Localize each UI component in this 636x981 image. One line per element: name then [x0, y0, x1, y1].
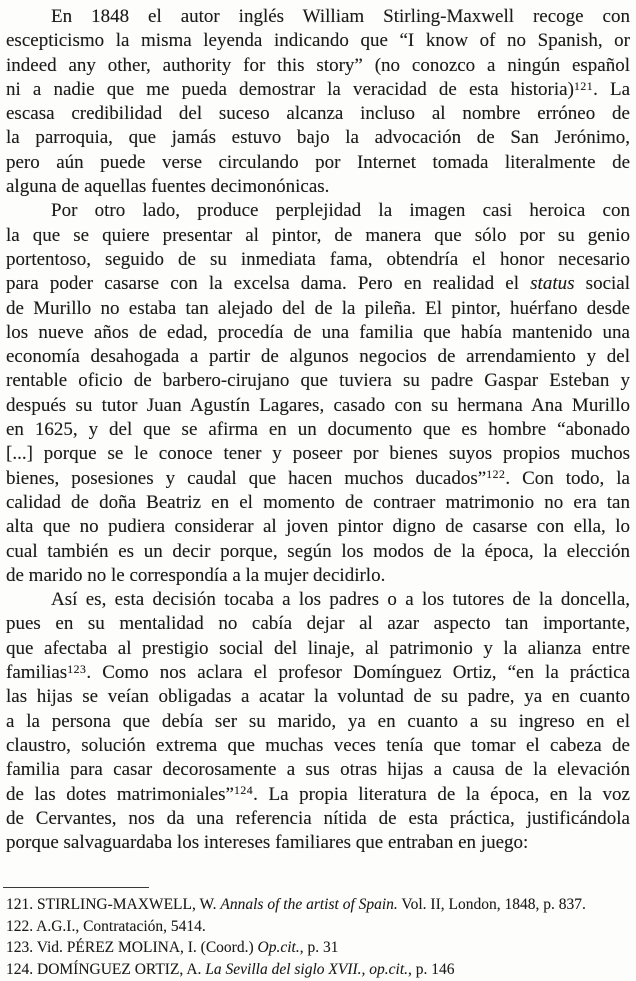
text-line: los nueve años de edad, procedía de una familia que había mantenido una: [6, 321, 630, 343]
text-segment: . Con todo, la: [505, 467, 630, 489]
text-line: la que se quiere presentar al pintor, de manera que sólo por su genio: [6, 224, 630, 246]
text-line: las hijas se veían obligadas a acatar la voluntad de su padre, ya en cuanto: [6, 686, 630, 708]
text-line: pero aún puede verse circulando por Internet tomada literalmente de: [6, 151, 630, 173]
text-line: indeed any other, authority for this story” (no conozco a ningún español: [6, 54, 630, 76]
text-line: escepticismo la misma leyenda indicando que “I know of no Spanish, or: [6, 30, 630, 52]
text-line: en 1625, y del que se afirma en un documento que es hombre “abonado: [6, 419, 630, 441]
footnotes: [6, 894, 632, 980]
text-line: de Cervantes, nos da una referencia nítida de esta práctica, justificándola: [6, 807, 630, 829]
text-line: bienes, posesiones y caudal que hacen muchos ducados”$^{122}$. Con todo, la: [6, 467, 630, 489]
text-segment: . Como nos aclara el profesor Domínguez Ortiz, “en la práctica: [86, 662, 630, 684]
text-line: economía desahogada a partir de algunos negocios de arrendamiento y del: [6, 346, 630, 368]
text-line: después su tutor Juan Agustín Lagares, casado con su hermana Ana Murillo: [6, 394, 630, 416]
text-line: En 1848 el autor inglés William Stirling-Maxwell recoge con: [51, 6, 630, 27]
text-line: de marido no le correspondía a la mujer decidirlo.: [6, 564, 386, 586]
text-line: calidad de doña Beatriz en el momento de contraer matrimonio no era tan: [6, 491, 630, 513]
body-text: [6, 5, 630, 855]
text-line: para poder casarse con la excelsa dama. Pero en realidad el status social: [6, 273, 630, 295]
italic-text: status: [530, 273, 575, 295]
footnote-separator: [3, 887, 149, 888]
text-line: portentoso, seguido de su inmediata fama, obtendría el honor necesario: [6, 248, 630, 270]
text-line: de las dotes matrimoniales”$^{124}$. La propia literatura de la época, en la voz: [6, 783, 630, 805]
paragraph-1: [6, 5, 630, 199]
italic-text: Op.cit.: [257, 939, 300, 956]
text-line: ni a nadie que me pueda demostrar la veracidad de esta historia)$^{121}$. La: [6, 78, 630, 100]
text-line: pues en su mentalidad no cabía dejar al azar aspecto tan importante,: [6, 613, 630, 635]
paragraph-3: [6, 588, 630, 855]
footnote-item-4: 124. DOMÍNGUEZ ORTIZ, A. La Sevilla del siglo XVII., op.cit., p. 146: [6, 960, 455, 978]
footnote-item-2: 122. A.G.I., Contratación, 5414.: [6, 917, 206, 935]
text-segment: social: [574, 273, 630, 295]
footnote-reference: 121: [573, 79, 594, 93]
text-line: [...] porque se le conoce tener y poseer por bienes suyos propios muchos: [6, 443, 630, 465]
paragraph-2: [6, 199, 630, 588]
text-segment: , p. 146: [408, 960, 455, 978]
text-segment: . La propia literatura de la época, en la voz: [253, 783, 630, 805]
footnote-reference: 124: [234, 784, 254, 798]
text-line: alguna de aquellas fuentes decimonónicas.: [6, 176, 330, 198]
text-line: de Murillo no estaba tan alejado del de la pileña. El pintor, huérfano desde: [6, 297, 630, 319]
text-line: alta que no pudiera considerar al joven pintor digno de casarse con ella, lo: [6, 516, 630, 538]
text-line: familias$^{123}$. Como nos aclara el profesor Domínguez Ortiz, “en la práctica: [6, 662, 630, 684]
text-line: Así es, esta decisión tocaba a los padres o a los tutores de la doncella,: [51, 589, 630, 611]
footnote-item-3: 123. Vid. PÉREZ MOLINA, I. (Coord.) Op.cit., p. 31: [6, 939, 339, 956]
text-line: porque salvaguardaba los intereses familiares que entraban en juego:: [6, 832, 529, 854]
text-segment: Vol. II, London, 1848, p. 837.: [397, 896, 586, 913]
footnote-reference: 123: [67, 662, 87, 676]
text-line: que afectaba al prestigio social del linaje, al patrimonio y la alianza entre: [6, 637, 630, 659]
text-line: cual también es un decir porque, según los modos de la época, la elección: [6, 540, 630, 562]
text-line: la parroquia, que jamás estuvo bajo la advocación de San Jerónimo,: [6, 127, 630, 149]
text-line: Por otro lado, produce perplejidad la imagen casi heroica con: [51, 200, 630, 222]
text-line: escasa credibilidad del suceso alcanza incluso al nombre erróneo de: [6, 103, 630, 125]
text-line: rentable oficio de barbero-cirujano que tuviera su padre Gaspar Esteban y: [6, 370, 630, 392]
text-line: claustro, solución extrema que muchas veces tenía que tomar el cabeza de: [6, 734, 630, 756]
text-segment: . La: [593, 78, 630, 100]
footnote-item-1: 121. STIRLING-MAXWELL, W. Annals of the artist of Spain. Vol. II, London, 1848, p. 837.: [6, 896, 586, 913]
text-line: a la persona que debía ser su marido, ya en cuanto a su ingreso en el: [6, 710, 630, 732]
text-line: familia para casar decorosamente a sus otras hijas a causa de la elevación: [6, 759, 630, 781]
text-segment: , p. 31: [299, 939, 339, 956]
italic-text: La Sevilla del siglo XVII., op.cit.: [205, 960, 409, 978]
footnote-reference: 122: [486, 468, 506, 482]
italic-text: Annals of the artist of Spain.: [220, 896, 398, 913]
